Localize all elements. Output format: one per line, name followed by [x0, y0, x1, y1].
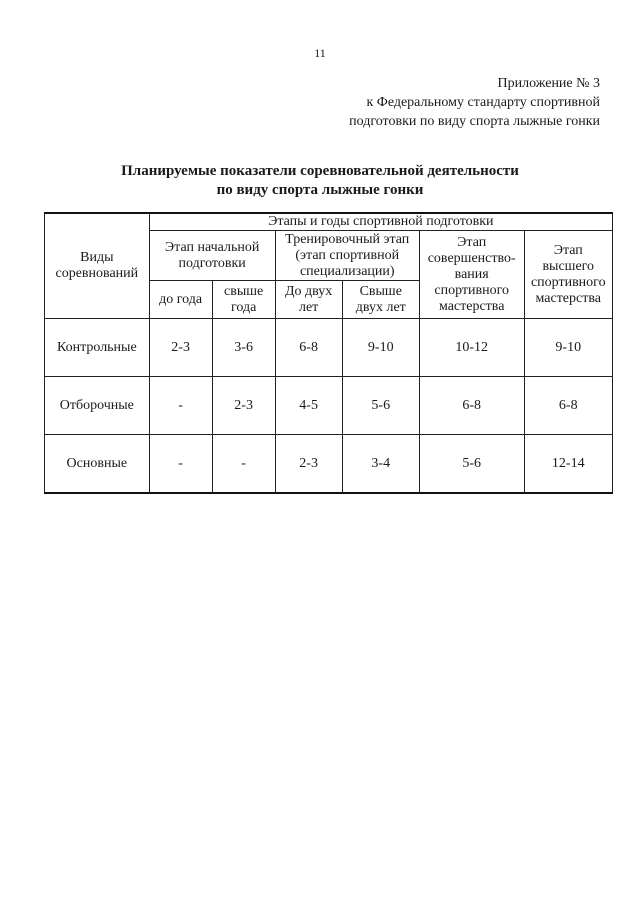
- title-line-2: по виду спорта лыжные гонки: [216, 182, 424, 198]
- value-cell: 10-12: [419, 319, 524, 377]
- value-cell: 2-3: [149, 319, 212, 377]
- stage-header-initial: Этап начальной подготовки: [149, 231, 275, 281]
- value-cell: 2-3: [212, 377, 275, 435]
- value-cell: 9-10: [342, 319, 419, 377]
- row-name-cell: Отборочные: [45, 377, 150, 435]
- competition-table: [44, 212, 613, 494]
- table-row: [45, 435, 613, 494]
- value-cell: 6-8: [275, 319, 342, 377]
- value-cell: 5-6: [419, 435, 524, 494]
- value-cell: 12-14: [524, 435, 612, 494]
- appendix-note: [349, 74, 600, 131]
- row-header-cell: Виды соревнований: [45, 213, 150, 319]
- value-cell: 3-4: [342, 435, 419, 494]
- appendix-line-1: Приложение № 3: [497, 76, 600, 91]
- table-row: [45, 319, 613, 377]
- sub-header-cell: До двух лет: [275, 281, 342, 319]
- stage-header-training: Тренировочный этап (этап спортивной специализации): [275, 231, 419, 281]
- value-cell: 5-6: [342, 377, 419, 435]
- value-cell: 2-3: [275, 435, 342, 494]
- appendix-line-2: к Федеральному стандарту спортивной: [366, 95, 600, 110]
- stage-header-improvement: Этап совершенство-вания спортивного мастерства: [419, 231, 524, 319]
- value-cell: 4-5: [275, 377, 342, 435]
- value-cell: 6-8: [524, 377, 612, 435]
- value-cell: 9-10: [524, 319, 612, 377]
- document-title: [0, 162, 640, 200]
- appendix-line-3: подготовки по виду спорта лыжные гонки: [349, 114, 600, 129]
- value-cell: -: [149, 435, 212, 494]
- value-cell: 6-8: [419, 377, 524, 435]
- sub-header-cell: свыше года: [212, 281, 275, 319]
- value-cell: -: [149, 377, 212, 435]
- page-number: 11: [314, 46, 326, 60]
- value-cell: 3-6: [212, 319, 275, 377]
- group-header-cell: Этапы и годы спортивной подготовки: [149, 213, 612, 231]
- value-cell: -: [212, 435, 275, 494]
- sub-header-cell: до года: [149, 281, 212, 319]
- title-line-1: Планируемые показатели соревновательной деятельности: [121, 163, 519, 179]
- row-name-cell: Контрольные: [45, 319, 150, 377]
- table-row: [45, 377, 613, 435]
- stage-header-higher: Этап высшего спортивного мастерства: [524, 231, 612, 319]
- sub-header-cell: Свыше двух лет: [342, 281, 419, 319]
- row-name-cell: Основные: [45, 435, 150, 494]
